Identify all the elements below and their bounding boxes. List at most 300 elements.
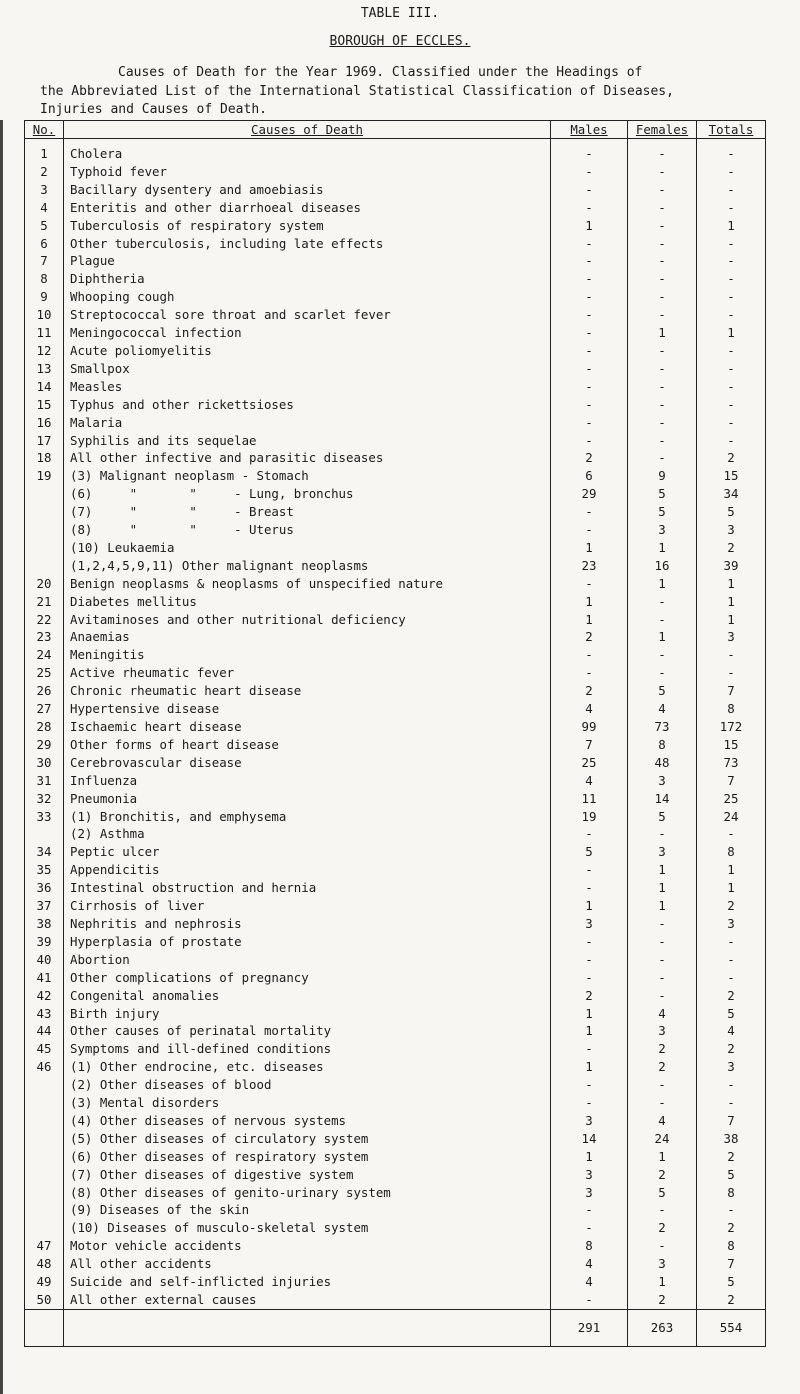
row-number	[25, 557, 64, 575]
table-row	[25, 139, 766, 163]
row-males: 8	[551, 1237, 628, 1255]
row-cause: (3) Malignant neoplasm - Stomach	[64, 467, 551, 485]
row-females: 2	[628, 1166, 697, 1184]
row-males: -	[551, 270, 628, 288]
row-cause: Hyperplasia of prostate	[64, 933, 551, 951]
table-row	[25, 1112, 766, 1130]
row-totals: -	[697, 951, 766, 969]
row-number: 33	[25, 808, 64, 826]
row-females: -	[628, 449, 697, 467]
row-number	[25, 539, 64, 557]
table-row	[25, 772, 766, 790]
table-row	[25, 628, 766, 646]
row-cause: (6) Other diseases of respiratory system	[64, 1148, 551, 1166]
row-females: -	[628, 611, 697, 629]
row-females: 3	[628, 843, 697, 861]
row-females: 8	[628, 736, 697, 754]
row-males: 1	[551, 1005, 628, 1023]
row-males: -	[551, 664, 628, 682]
row-number: 44	[25, 1022, 64, 1040]
row-females: 5	[628, 808, 697, 826]
row-males: -	[551, 378, 628, 396]
row-males: -	[551, 646, 628, 664]
row-totals: -	[697, 139, 766, 163]
row-cause: All other external causes	[64, 1291, 551, 1309]
row-males: 1	[551, 539, 628, 557]
row-cause: Peptic ulcer	[64, 843, 551, 861]
table-row	[25, 1237, 766, 1255]
row-totals: -	[697, 199, 766, 217]
row-number: 15	[25, 396, 64, 414]
table-row	[25, 682, 766, 700]
col-header-males: Males	[551, 121, 628, 139]
causes-of-death-table	[24, 120, 766, 1347]
row-totals: 7	[697, 1255, 766, 1273]
row-number	[25, 825, 64, 843]
table-row	[25, 987, 766, 1005]
row-females: 24	[628, 1130, 697, 1148]
row-number: 20	[25, 575, 64, 593]
row-totals: 1	[697, 575, 766, 593]
table-row	[25, 736, 766, 754]
table-row	[25, 181, 766, 199]
row-totals: 8	[697, 700, 766, 718]
row-males: -	[551, 396, 628, 414]
row-cause: Ischaemic heart disease	[64, 718, 551, 736]
row-totals: -	[697, 646, 766, 664]
row-cause: (8) " " - Uterus	[64, 521, 551, 539]
row-cause: Congenital anomalies	[64, 987, 551, 1005]
row-number: 39	[25, 933, 64, 951]
row-females: 1	[628, 897, 697, 915]
row-number: 28	[25, 718, 64, 736]
row-totals: -	[697, 378, 766, 396]
row-cause: Active rheumatic fever	[64, 664, 551, 682]
row-females: 1	[628, 1273, 697, 1291]
row-females: -	[628, 288, 697, 306]
table-row	[25, 1166, 766, 1184]
row-cause: Typhoid fever	[64, 163, 551, 181]
row-cause: Other forms of heart disease	[64, 736, 551, 754]
row-totals: 2	[697, 987, 766, 1005]
row-totals: 8	[697, 1237, 766, 1255]
row-number	[25, 503, 64, 521]
row-number: 11	[25, 324, 64, 342]
row-cause: Nephritis and nephrosis	[64, 915, 551, 933]
row-females: 1	[628, 879, 697, 897]
row-number: 21	[25, 593, 64, 611]
row-females: 3	[628, 1255, 697, 1273]
row-males: -	[551, 199, 628, 217]
row-males: -	[551, 342, 628, 360]
row-totals: 15	[697, 467, 766, 485]
intro-line-3: Injuries and Causes of Death.	[40, 102, 267, 117]
row-number	[25, 1112, 64, 1130]
table-row	[25, 1040, 766, 1058]
row-number: 31	[25, 772, 64, 790]
table-row	[25, 199, 766, 217]
row-males: -	[551, 521, 628, 539]
row-number	[25, 1219, 64, 1237]
row-totals: 5	[697, 1273, 766, 1291]
row-totals: -	[697, 414, 766, 432]
row-females: 2	[628, 1219, 697, 1237]
row-cause: (2) Other diseases of blood	[64, 1076, 551, 1094]
row-males: 25	[551, 754, 628, 772]
row-cause: Influenza	[64, 772, 551, 790]
table-row	[25, 1005, 766, 1023]
row-number: 48	[25, 1255, 64, 1273]
row-females: -	[628, 1237, 697, 1255]
row-females: 1	[628, 539, 697, 557]
row-totals: 15	[697, 736, 766, 754]
row-number: 38	[25, 915, 64, 933]
row-females: 9	[628, 467, 697, 485]
col-header-no: No.	[25, 121, 64, 139]
row-cause: Meningococcal infection	[64, 324, 551, 342]
row-number	[25, 1201, 64, 1219]
row-males: -	[551, 861, 628, 879]
row-males: 2	[551, 682, 628, 700]
row-totals: 4	[697, 1022, 766, 1040]
row-totals: -	[697, 306, 766, 324]
table-row	[25, 235, 766, 253]
row-cause: (8) Other diseases of genito-urinary system	[64, 1184, 551, 1202]
table-row	[25, 700, 766, 718]
row-totals: -	[697, 396, 766, 414]
row-females: -	[628, 969, 697, 987]
row-cause: (5) Other diseases of circulatory system	[64, 1130, 551, 1148]
intro-line-1: Causes of Death for the Year 1969. Classified under the Headings of	[118, 65, 643, 80]
row-number	[25, 1148, 64, 1166]
row-cause: Pneumonia	[64, 790, 551, 808]
row-females: -	[628, 987, 697, 1005]
totals-no-cell	[25, 1309, 64, 1346]
intro-text	[40, 64, 800, 120]
row-number: 16	[25, 414, 64, 432]
row-females: -	[628, 139, 697, 163]
row-number: 32	[25, 790, 64, 808]
row-number: 5	[25, 217, 64, 235]
row-females: -	[628, 951, 697, 969]
table-row	[25, 1076, 766, 1094]
row-totals: 3	[697, 628, 766, 646]
table-row	[25, 342, 766, 360]
row-number	[25, 1076, 64, 1094]
row-number: 50	[25, 1291, 64, 1309]
row-cause: (4) Other diseases of nervous systems	[64, 1112, 551, 1130]
row-totals: 1	[697, 324, 766, 342]
row-females: -	[628, 1094, 697, 1112]
row-males: -	[551, 1291, 628, 1309]
table-label: TABLE III.	[360, 6, 440, 21]
row-number: 13	[25, 360, 64, 378]
row-cause: (9) Diseases of the skin	[64, 1201, 551, 1219]
table-row	[25, 1201, 766, 1219]
table-row	[25, 1130, 766, 1148]
row-totals: -	[697, 1201, 766, 1219]
row-males: -	[551, 163, 628, 181]
row-females: -	[628, 252, 697, 270]
row-totals: 34	[697, 485, 766, 503]
row-females: 1	[628, 1148, 697, 1166]
row-males: 6	[551, 467, 628, 485]
row-cause: Streptococcal sore throat and scarlet fever	[64, 306, 551, 324]
row-females: 3	[628, 521, 697, 539]
row-cause: Acute poliomyelitis	[64, 342, 551, 360]
row-males: 2	[551, 987, 628, 1005]
row-females: -	[628, 933, 697, 951]
row-totals: -	[697, 1094, 766, 1112]
table-row	[25, 1094, 766, 1112]
row-number: 49	[25, 1273, 64, 1291]
row-males: 14	[551, 1130, 628, 1148]
row-cause: Plague	[64, 252, 551, 270]
row-males: 7	[551, 736, 628, 754]
row-cause: (7) " " - Breast	[64, 503, 551, 521]
row-females: -	[628, 414, 697, 432]
table-row	[25, 897, 766, 915]
table-row	[25, 449, 766, 467]
row-number: 36	[25, 879, 64, 897]
row-males: 1	[551, 1058, 628, 1076]
table-row	[25, 485, 766, 503]
row-number: 1	[25, 139, 64, 163]
row-females: -	[628, 432, 697, 450]
row-number: 41	[25, 969, 64, 987]
row-totals: 25	[697, 790, 766, 808]
row-males: 29	[551, 485, 628, 503]
row-females: 5	[628, 503, 697, 521]
row-number	[25, 485, 64, 503]
row-totals: 2	[697, 449, 766, 467]
row-cause: Anaemias	[64, 628, 551, 646]
row-totals: -	[697, 163, 766, 181]
row-number: 19	[25, 467, 64, 485]
intro-line-2: the Abbreviated List of the International Statistical Classification of Diseases,	[40, 83, 674, 99]
row-cause: (6) " " - Lung, bronchus	[64, 485, 551, 503]
row-number: 9	[25, 288, 64, 306]
row-cause: Diphtheria	[64, 270, 551, 288]
table-row	[25, 557, 766, 575]
row-males: 1	[551, 1148, 628, 1166]
row-females: -	[628, 1201, 697, 1219]
table-row	[25, 414, 766, 432]
row-totals: -	[697, 1076, 766, 1094]
row-males: 3	[551, 1184, 628, 1202]
table-row	[25, 1255, 766, 1273]
row-females: -	[628, 235, 697, 253]
table-row	[25, 1148, 766, 1166]
row-number	[25, 1166, 64, 1184]
table-row	[25, 825, 766, 843]
row-cause: Meningitis	[64, 646, 551, 664]
row-males: -	[551, 288, 628, 306]
row-males: -	[551, 360, 628, 378]
row-females: -	[628, 199, 697, 217]
table-row	[25, 951, 766, 969]
row-cause: Avitaminoses and other nutritional deficiency	[64, 611, 551, 629]
row-males: -	[551, 306, 628, 324]
row-number: 22	[25, 611, 64, 629]
row-number: 14	[25, 378, 64, 396]
row-males: -	[551, 1201, 628, 1219]
table-row	[25, 1184, 766, 1202]
row-totals: 1	[697, 593, 766, 611]
row-totals: -	[697, 933, 766, 951]
row-males: -	[551, 1040, 628, 1058]
totals-row	[25, 1309, 766, 1346]
row-females: 1	[628, 324, 697, 342]
row-number: 4	[25, 199, 64, 217]
row-males: -	[551, 969, 628, 987]
table-row	[25, 879, 766, 897]
row-totals: 1	[697, 611, 766, 629]
row-totals: 5	[697, 503, 766, 521]
row-cause: Suicide and self-inflicted injuries	[64, 1273, 551, 1291]
row-females: 48	[628, 754, 697, 772]
row-females: 1	[628, 861, 697, 879]
row-females: -	[628, 306, 697, 324]
row-cause: Other causes of perinatal mortality	[64, 1022, 551, 1040]
row-cause: Cholera	[64, 139, 551, 163]
row-totals: 8	[697, 843, 766, 861]
row-cause: (3) Mental disorders	[64, 1094, 551, 1112]
borough-title: BOROUGH OF ECCLES.	[329, 34, 471, 49]
row-cause: Intestinal obstruction and hernia	[64, 879, 551, 897]
row-cause: (1) Other endrocine, etc. diseases	[64, 1058, 551, 1076]
row-males: 3	[551, 915, 628, 933]
table-row	[25, 1291, 766, 1309]
row-totals: 1	[697, 217, 766, 235]
row-males: -	[551, 235, 628, 253]
row-totals: 7	[697, 682, 766, 700]
row-number: 6	[25, 235, 64, 253]
row-females: -	[628, 163, 697, 181]
row-number: 46	[25, 1058, 64, 1076]
row-cause: Abortion	[64, 951, 551, 969]
row-totals: 8	[697, 1184, 766, 1202]
table-row	[25, 790, 766, 808]
row-females: -	[628, 217, 697, 235]
table-row	[25, 933, 766, 951]
row-number: 2	[25, 163, 64, 181]
table-header-row	[25, 121, 766, 139]
row-females: 4	[628, 700, 697, 718]
row-females: -	[628, 396, 697, 414]
row-cause: Bacillary dysentery and amoebiasis	[64, 181, 551, 199]
row-cause: Appendicitis	[64, 861, 551, 879]
row-females: -	[628, 181, 697, 199]
row-males: 4	[551, 1273, 628, 1291]
table-row	[25, 396, 766, 414]
table-row	[25, 718, 766, 736]
row-females: 5	[628, 682, 697, 700]
row-males: -	[551, 1094, 628, 1112]
row-females: 16	[628, 557, 697, 575]
table-row	[25, 1022, 766, 1040]
row-males: 4	[551, 1255, 628, 1273]
row-males: 1	[551, 1022, 628, 1040]
col-header-cause: Causes of Death	[64, 121, 551, 139]
row-males: 4	[551, 700, 628, 718]
row-cause: Typhus and other rickettsioses	[64, 396, 551, 414]
row-males: -	[551, 1076, 628, 1094]
row-females: 1	[628, 628, 697, 646]
row-cause: (7) Other diseases of digestive system	[64, 1166, 551, 1184]
row-number: 43	[25, 1005, 64, 1023]
row-number: 35	[25, 861, 64, 879]
row-totals: -	[697, 252, 766, 270]
row-males: 1	[551, 593, 628, 611]
table-row	[25, 593, 766, 611]
row-totals: -	[697, 664, 766, 682]
table-row	[25, 539, 766, 557]
row-number	[25, 1130, 64, 1148]
row-cause: (1) Bronchitis, and emphysema	[64, 808, 551, 826]
row-number: 25	[25, 664, 64, 682]
row-females: -	[628, 378, 697, 396]
row-males: -	[551, 825, 628, 843]
row-number: 10	[25, 306, 64, 324]
row-females: 1	[628, 575, 697, 593]
row-males: 3	[551, 1112, 628, 1130]
row-totals: 2	[697, 1291, 766, 1309]
row-totals: 73	[697, 754, 766, 772]
row-cause: Cirrhosis of liver	[64, 897, 551, 915]
row-females: 2	[628, 1291, 697, 1309]
row-number: 8	[25, 270, 64, 288]
row-number: 40	[25, 951, 64, 969]
row-females: 4	[628, 1112, 697, 1130]
table-row	[25, 252, 766, 270]
row-totals: 172	[697, 718, 766, 736]
row-cause: Symptoms and ill-defined conditions	[64, 1040, 551, 1058]
row-cause: Birth injury	[64, 1005, 551, 1023]
table-row	[25, 843, 766, 861]
row-females: 2	[628, 1058, 697, 1076]
row-females: 5	[628, 1184, 697, 1202]
row-cause: All other infective and parasitic diseases	[64, 449, 551, 467]
row-totals: 2	[697, 539, 766, 557]
row-cause: Hypertensive disease	[64, 700, 551, 718]
row-cause: (10) Leukaemia	[64, 539, 551, 557]
row-males: 1	[551, 217, 628, 235]
row-females: -	[628, 1076, 697, 1094]
row-number: 3	[25, 181, 64, 199]
row-cause: Cerebrovascular disease	[64, 754, 551, 772]
row-totals: 24	[697, 808, 766, 826]
row-females: 73	[628, 718, 697, 736]
row-females: -	[628, 270, 697, 288]
row-males: -	[551, 503, 628, 521]
row-females: 4	[628, 1005, 697, 1023]
row-totals: 1	[697, 879, 766, 897]
table-row	[25, 378, 766, 396]
row-totals: 7	[697, 772, 766, 790]
table-row	[25, 270, 766, 288]
row-cause: Benign neoplasms & neoplasms of unspecified nature	[64, 575, 551, 593]
row-totals: 1	[697, 861, 766, 879]
row-cause: Diabetes mellitus	[64, 593, 551, 611]
table-row	[25, 1273, 766, 1291]
table-row	[25, 163, 766, 181]
row-males: -	[551, 414, 628, 432]
row-cause: Other complications of pregnancy	[64, 969, 551, 987]
table-row	[25, 915, 766, 933]
row-cause: Smallpox	[64, 360, 551, 378]
row-males: -	[551, 933, 628, 951]
